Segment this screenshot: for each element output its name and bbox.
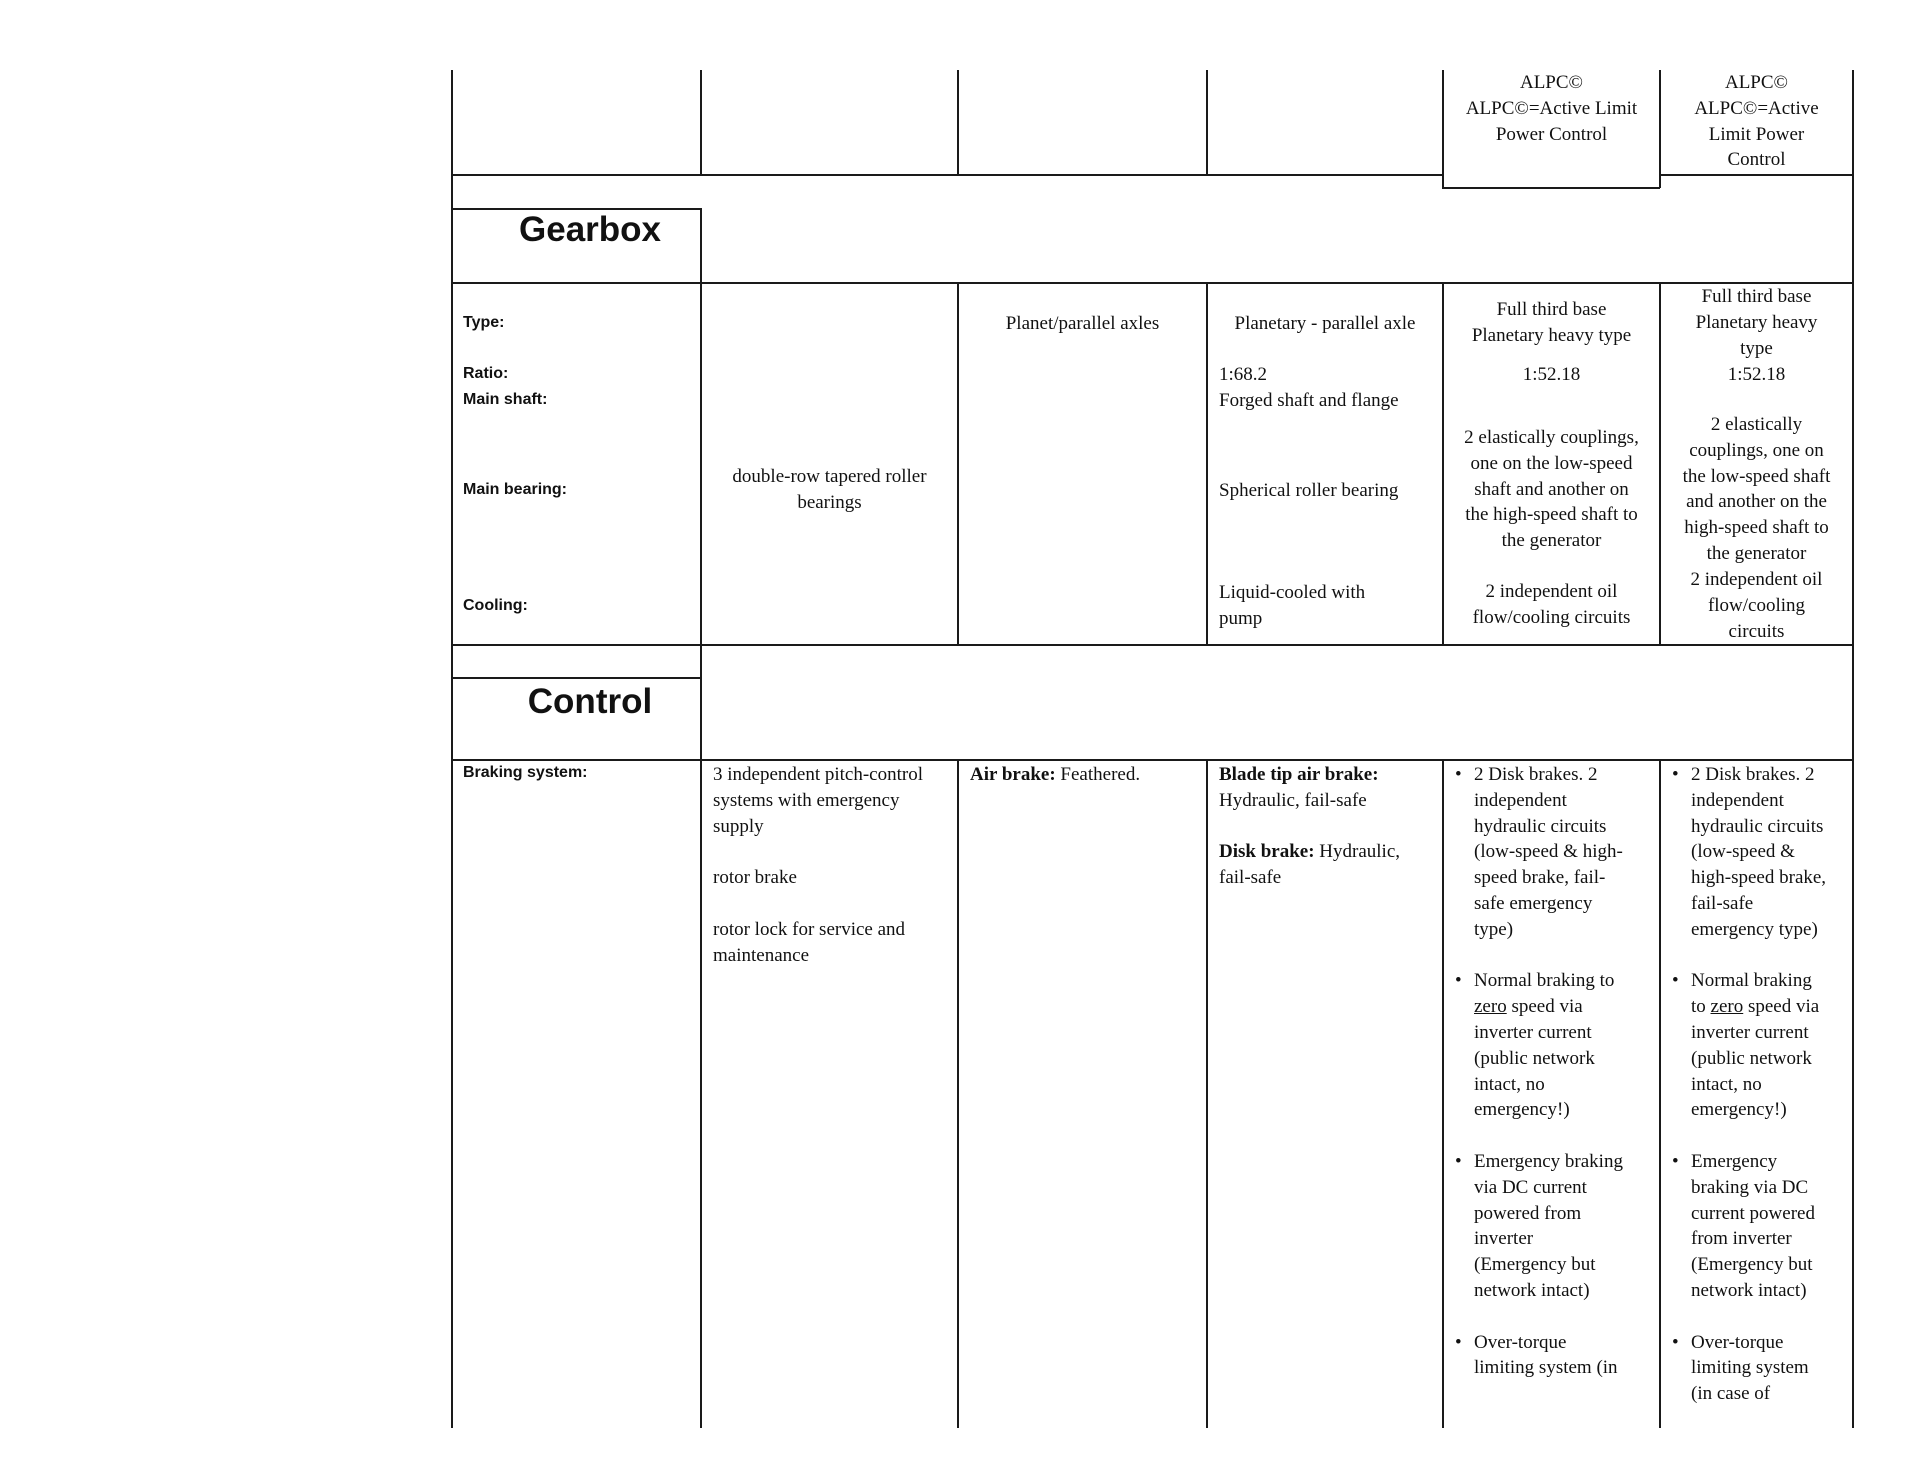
- underlined-word: zero: [1474, 996, 1507, 1018]
- alpc-header-col5: [1444, 70, 1659, 147]
- list-item: [1672, 762, 1852, 943]
- bullet-line: • Emergency braking: [1474, 1150, 1623, 1172]
- header-row-bottom: [1442, 187, 1660, 189]
- bullet-line: independent: [1474, 789, 1567, 811]
- cooling-line: flow/cooling circuits: [1472, 606, 1631, 628]
- col-divider-3: [1206, 283, 1208, 645]
- bullet-line: (public network: [1691, 1047, 1812, 1069]
- cooling-line: circuits: [1728, 620, 1785, 642]
- bullet-line: inverter current: [1691, 1021, 1809, 1043]
- alpc-header-col6: [1661, 70, 1852, 173]
- bullet-line: • Over-torque: [1474, 1331, 1567, 1353]
- bullet-line: • 2 Disk brakes. 2: [1691, 764, 1815, 785]
- table-border-left: [451, 70, 453, 1428]
- bullet-line: network intact): [1691, 1279, 1807, 1301]
- list-item: [1455, 968, 1655, 1123]
- col2-braking: [713, 762, 953, 968]
- type-line: Planetary heavy type: [1471, 324, 1632, 346]
- bullet-line: powered from: [1474, 1202, 1582, 1224]
- type-line: type: [1740, 337, 1773, 359]
- bullet-line: inverter: [1474, 1228, 1534, 1250]
- col2-main-bearing: [702, 464, 957, 516]
- control-title-top: [451, 677, 702, 679]
- col5-cooling: [1444, 579, 1659, 631]
- bullet-line: fail-safe: [1691, 892, 1754, 914]
- couplings-line: shaft and another on: [1474, 478, 1629, 500]
- bullet-line: type): [1474, 918, 1514, 940]
- bullet-line: hydraulic circuits: [1691, 815, 1824, 837]
- type-line: Planetary heavy: [1695, 311, 1818, 333]
- col-divider-3: [1206, 70, 1208, 175]
- main-bearing-line: bearings: [797, 491, 862, 513]
- bullet-line: emergency!): [1474, 1099, 1570, 1121]
- bullet-line: intact, no: [1474, 1073, 1545, 1095]
- col6-couplings: [1661, 412, 1852, 567]
- bullet-text: to: [1691, 996, 1711, 1018]
- bullet-line: emergency!): [1691, 1099, 1787, 1121]
- gearbox-rows-bottom: [451, 644, 1854, 646]
- bullet-line: • Normal braking to: [1474, 970, 1615, 992]
- col3-type: Planet/parallel axles: [1005, 313, 1160, 334]
- gearbox-section-title: Gearbox: [519, 210, 661, 249]
- col-divider-2: [957, 760, 959, 1428]
- couplings-line: the low-speed shaft: [1682, 465, 1831, 487]
- cooling-label: Cooling:: [463, 597, 528, 614]
- bullet-text: speed via: [1743, 996, 1820, 1018]
- list-item: [1672, 1149, 1852, 1304]
- disk-brake-label: Disk brake:: [1219, 841, 1315, 863]
- main-bearing-line: double-row tapered roller: [732, 466, 927, 487]
- cooling-line: flow/cooling: [1707, 594, 1806, 616]
- bullet-line: (low-speed & high-: [1474, 841, 1623, 863]
- type-line: Full third base: [1701, 286, 1812, 307]
- blade-tip-air-brake-value: Hydraulic, fail-safe: [1219, 789, 1367, 811]
- col4-main-shaft: Forged shaft and flange: [1219, 390, 1399, 411]
- col-divider-5: [1659, 760, 1661, 1428]
- bullet-line: network intact): [1474, 1279, 1590, 1301]
- header-row-bottom: [451, 174, 1443, 176]
- braking-system-label: Braking system:: [463, 764, 588, 781]
- paragraph-gap: [713, 839, 953, 865]
- bullet-line: emergency type): [1691, 918, 1818, 940]
- list-item: [1672, 1330, 1852, 1407]
- braking-line: rotor lock for service and: [713, 918, 906, 940]
- bullet-line: braking via DC: [1691, 1176, 1809, 1198]
- braking-line: rotor brake: [713, 867, 797, 889]
- col6-braking: [1672, 762, 1852, 1433]
- col-divider-3: [1206, 760, 1208, 1428]
- bullet-line: • Over-torque: [1691, 1331, 1784, 1353]
- couplings-line: the generator: [1706, 542, 1807, 564]
- braking-line: 3 independent pitch-control: [713, 764, 923, 785]
- braking-line: systems with emergency: [713, 789, 900, 811]
- bullet-line: • Normal braking: [1691, 970, 1812, 992]
- bullet-line: high-speed brake,: [1691, 867, 1827, 889]
- col4-braking: [1219, 762, 1441, 891]
- bullet-line: (in case of: [1691, 1383, 1771, 1405]
- couplings-line: and another on the: [1686, 491, 1827, 513]
- bullet-line: intact, no: [1691, 1073, 1762, 1095]
- cooling-line: 2 independent oil: [1690, 569, 1823, 590]
- couplings-line: 2 elastically: [1710, 414, 1803, 435]
- paragraph-gap: [1219, 814, 1441, 840]
- bullet-line: (Emergency but: [1474, 1254, 1596, 1276]
- underlined-word: zero: [1710, 996, 1744, 1018]
- bullet-line: limiting system (in: [1474, 1357, 1618, 1379]
- alpc-line: ALPC©: [1519, 72, 1583, 93]
- list-item: [1455, 1149, 1655, 1304]
- disk-brake-line: [1219, 839, 1441, 865]
- cooling-line: pump: [1219, 607, 1263, 629]
- bullet-line: • Emergency: [1691, 1150, 1778, 1172]
- main-shaft-label: Main shaft:: [463, 391, 548, 408]
- table-border-right: [1852, 70, 1854, 1428]
- alpc-line: Power Control: [1495, 123, 1608, 145]
- couplings-line: the high-speed shaft to: [1465, 504, 1638, 526]
- list-item: [1455, 1330, 1655, 1382]
- couplings-line: high-speed shaft to: [1684, 517, 1829, 539]
- ratio-label: Ratio:: [463, 365, 509, 382]
- bullet-line: inverter current: [1474, 1021, 1592, 1043]
- col5-ratio: 1:52.18: [1522, 364, 1581, 385]
- disk-brake-value: Hydraulic,: [1314, 841, 1401, 863]
- disk-brake-value-cont: fail-safe: [1219, 867, 1282, 889]
- bullet-line: current powered: [1691, 1202, 1815, 1224]
- col5-braking: [1455, 762, 1655, 1407]
- col6-cooling: [1661, 567, 1852, 644]
- bullet-line: (Emergency but: [1691, 1254, 1813, 1276]
- col-divider-1: [700, 70, 702, 175]
- bullet-line: (low-speed &: [1691, 841, 1795, 863]
- header-row-bottom: [1659, 174, 1854, 176]
- bullet-line: hydraulic circuits: [1474, 815, 1607, 837]
- main-bearing-label: Main bearing:: [463, 481, 568, 498]
- col4-type: Planetary - parallel axle: [1234, 313, 1416, 334]
- cooling-line: Liquid-cooled with: [1219, 582, 1366, 603]
- braking-bullet-list: [1455, 762, 1655, 1381]
- paragraph-gap: [713, 891, 953, 917]
- cooling-line: 2 independent oil: [1485, 581, 1618, 602]
- air-brake-label: Air brake:: [970, 764, 1056, 785]
- bullet-line: via DC current: [1474, 1176, 1587, 1198]
- col4-cooling: [1219, 580, 1365, 632]
- bullet-line: [1691, 994, 1852, 1020]
- alpc-line: Control: [1727, 149, 1786, 171]
- type-line: Full third base: [1496, 299, 1607, 320]
- bullet-line: from inverter: [1691, 1228, 1792, 1250]
- couplings-line: one on the low-speed: [1470, 452, 1633, 474]
- col4-ratio: 1:68.2: [1219, 364, 1268, 385]
- col-divider-1: [700, 208, 702, 1428]
- bullet-line: speed brake, fail-: [1474, 867, 1606, 889]
- braking-line: maintenance: [713, 944, 810, 966]
- list-item: [1672, 968, 1852, 1123]
- couplings-line: couplings, one on: [1689, 439, 1824, 461]
- bullet-text: speed via: [1506, 996, 1583, 1018]
- col-divider-2: [957, 70, 959, 175]
- air-brake-value: Feathered.: [1055, 764, 1141, 785]
- bullet-line: limiting system: [1691, 1357, 1809, 1379]
- type-label: Type:: [463, 314, 505, 331]
- braking-line: supply: [713, 815, 764, 837]
- col3-braking: [970, 762, 1204, 788]
- col6-type: [1661, 284, 1852, 361]
- bullet-line: [1474, 994, 1655, 1020]
- col5-type: [1444, 297, 1659, 349]
- col6-ratio: 1:52.18: [1727, 364, 1786, 385]
- bullet-line: safe emergency: [1474, 892, 1593, 914]
- gearbox-header-bottom: [451, 282, 1854, 284]
- col-divider-4: [1442, 760, 1444, 1428]
- control-section-title: Control: [527, 682, 653, 721]
- bullet-line: • 2 Disk brakes. 2: [1474, 764, 1598, 785]
- col-divider-2: [957, 283, 959, 645]
- braking-bullet-list: [1672, 762, 1852, 1407]
- alpc-line: ALPC©=Active: [1694, 97, 1819, 119]
- couplings-line: the generator: [1501, 530, 1602, 552]
- blade-tip-air-brake-label: Blade tip air brake:: [1219, 764, 1379, 785]
- col4-main-bearing: Spherical roller bearing: [1219, 480, 1399, 501]
- bullet-line: (public network: [1474, 1047, 1595, 1069]
- alpc-line: ALPC©=Active Limit: [1465, 97, 1638, 119]
- col5-couplings: [1444, 425, 1659, 554]
- alpc-line: ALPC©: [1724, 72, 1788, 93]
- alpc-line: Limit Power: [1708, 123, 1805, 145]
- control-header-bottom: [451, 759, 1854, 761]
- couplings-line: 2 elastically couplings,: [1464, 427, 1639, 448]
- list-item: [1455, 762, 1655, 943]
- bullet-line: independent: [1691, 789, 1784, 811]
